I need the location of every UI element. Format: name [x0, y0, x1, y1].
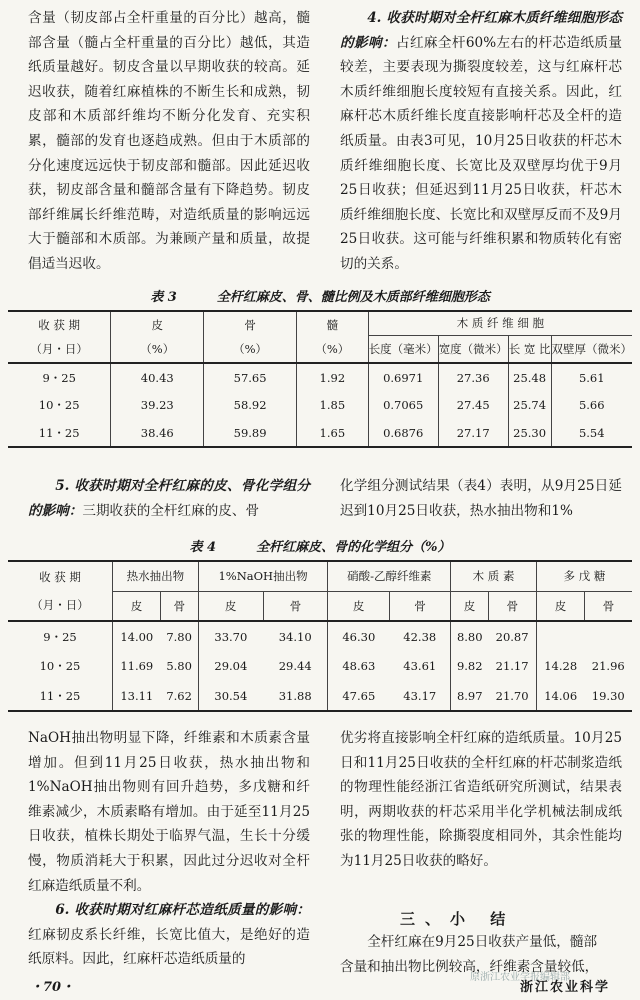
section-title: 6. 收获时期对红麻杆芯造纸质量的影响： [55, 902, 310, 919]
section-body: 红麻韧皮系长纤维，长宽比值大，是绝好的造纸原料。因此，红麻杆芯造纸质量的 [28, 926, 310, 968]
paragraph: 化学组分测试结果（表4）表明，从9月25日延迟到10月25日收获，热水抽出物和1% [340, 478, 622, 519]
t4-group-header: 多 戊 糖 [536, 561, 632, 591]
t4-group-header: 硝酸-乙醇纤维素 [328, 561, 451, 591]
section-title: 4. 收获时期对全杆红麻木质纤维细胞形态的影响： [340, 10, 622, 51]
t3-skin-header: 皮 （%） [111, 311, 204, 363]
t4-group-header: 木 质 素 [451, 561, 537, 591]
text-column-mid-right [340, 474, 622, 523]
table-row: 11・25 13.11 7.62 30.54 31.88 47.65 43.17 8.97 21.70 14.06 19.30 [8, 681, 632, 711]
paragraph: 含量和抽出物比例较高，纤维素含量较低， [340, 958, 599, 975]
table-row: 9・25 14.00 7.80 33.70 34.10 46.30 42.38 8.80 20.87 [8, 621, 632, 651]
paragraph: 含量（韧皮部占全杆重量的百分比）越高，髓部含量（髓占全杆重量的百分比）越低，其造纸质量越好。韧皮含量以早期收获的较高。延迟收获，随着红麻植株的不断生长和成熟，韧皮部和木质部纤维均不断分化发育、充实积累，髓部的发育也逐趋成熟。但由于木质部的分化速度远远快于韧皮部和髓部。因此延迟收获，韧皮部含量和髓部含量有下降趋势。韧皮部纤维属长纤维范畴，对造纸质量的影响远远大于髓部和木质部。为兼顾产量和质量，故提倡适当迟收。 [28, 10, 310, 272]
t4-group-header: 1%NaOH抽出物 [198, 561, 328, 591]
paragraph [28, 898, 310, 972]
t3-fiber-header: 木 质 纤 维 细 胞 [368, 311, 632, 335]
t3-wid-header: 宽度（微米） [438, 335, 508, 363]
t3-wall-header: 双壁厚（微米） [551, 341, 632, 356]
table3-number: 表 3 [150, 290, 177, 305]
text-column-bottom-left [28, 726, 310, 972]
t4-date-header: 收 获 期 （月・日） [8, 561, 113, 621]
text-column-mid-left [28, 474, 310, 523]
paragraph [28, 474, 310, 523]
t3-bone-header: 骨 （%） [204, 311, 297, 363]
table4: 收 获 期 （月・日） 热水抽出物 1%NaOH抽出物 硝酸-乙醇纤维素 木 质 素 多 戊 糖 皮 骨 皮 骨 皮 骨 皮 骨 皮 骨 9・25 14.00 7.80 33.70 34.10 46.30 42.38 8.80 20.87 10・25 11.69 5.80 29.04 29.44 48.63 43.61 9.82 21.17 14.28 21.96 11・25 13.11 7.62 30.54 31.88 47.65 43.17 8.97 21.70 14.06 19.30 [8, 560, 632, 712]
journal-name: 浙江农业科学 [520, 980, 611, 995]
paragraph: 全杆红麻在9月25日收获产量低，髓部 [367, 934, 598, 950]
paragraph: 优劣将直接影响全杆红麻的造纸质量。10月25日和11月25日收获的全杆红麻的杆芯制浆造纸的物理性能经浙江省造纸研究所测试，结果表明，两期收获的杆芯采用半化学机械法制成纸张的物理性能，除撕裂度相同外，其余性能均为11月25日收获的略好。 [340, 730, 622, 869]
page-number: ・70・ [30, 980, 75, 995]
section-body: 占红麻全杆60%左右的杆芯造纸质量较差，主要表现为撕裂度较差，这与红麻杆芯木质纤维细胞长度较短有直接关系。因此，红麻杆芯木质纤维长度直接影响杆芯及全杆的造纸质量。由表3可见，10月25日收获的杆芯木质纤维细胞长度、长宽比及双壁厚均优于9月25日收获；但延迟到11月25日收获，杆芯木质纤维细胞长度、长宽比和双壁厚反而不及9月25日收获。这可能与纤维积累和物质转化有密切的关系。 [340, 34, 622, 272]
section-heading: 三、小 结 [400, 910, 516, 928]
table-row: 11・25 38.46 59.89 1.65 0.6876 27.17 25.30 5.54 [8, 419, 632, 447]
table3 [8, 310, 632, 448]
table-row: 10・25 11.69 5.80 29.04 29.44 48.63 43.61 9.82 21.17 14.28 21.96 [8, 651, 632, 681]
table-row: 10・25 39.23 58.92 1.85 0.7065 27.45 25.74 5.66 [8, 391, 632, 419]
section-title: 5. 收获时期对全杆红麻的皮、骨化学组分的影响： [28, 478, 310, 519]
text-column-top-right [340, 6, 622, 277]
t3-len-header: 长度（毫米） [368, 335, 438, 363]
t3-date-header: 收 获 期 （月・日） [8, 311, 111, 363]
section-body: 三期收获的全杆红麻的皮、骨 [82, 502, 260, 519]
table3-title: 全杆红麻皮、骨、髓比例及木质部纤维细胞形态 [216, 290, 490, 305]
t3-ratio-header: 长 宽 比 [508, 335, 551, 363]
table-row: 9・25 40.43 57.65 1.92 0.6971 27.36 25.48 5.61 [8, 363, 632, 391]
table4-title: 全杆红麻皮、骨的化学组分（%） [256, 540, 451, 555]
table4-caption [0, 536, 640, 555]
watermark: 原浙江农业学报编辑部 [470, 972, 570, 983]
text-column-bottom-right [340, 726, 622, 874]
t4-group-header: 热水抽出物 [113, 561, 199, 591]
table4-number: 表 4 [189, 540, 217, 555]
paragraph: NaOH抽出物明显下降，纤维素和木质素含量增加。但到11月25日收获，热水抽出物和1%NaOH抽出物则有回升趋势，多戊糖和纤维素减少，木质素略有增加。由于延至11月25日收获，植株长期处于临界气温，生长十分缓慢，物质消耗大于积累，因此过分迟收对全杆红麻造纸质量不利。 [28, 730, 310, 894]
text-column-top-left [28, 6, 310, 277]
table3-caption [0, 286, 640, 305]
t3-pith-header: 髓 （%） [297, 311, 369, 363]
paragraph [340, 6, 622, 277]
